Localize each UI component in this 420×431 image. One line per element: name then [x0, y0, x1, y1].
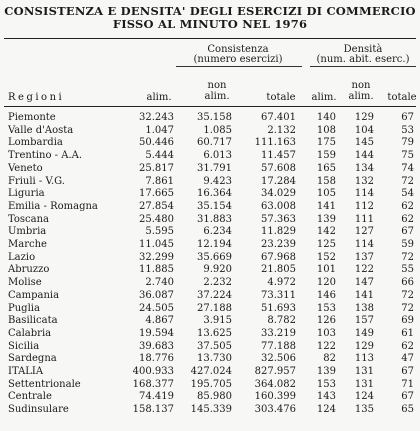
- densita-alim: 165: [316, 162, 336, 174]
- region-name: Campania: [8, 289, 60, 301]
- region-name: Lombardia: [8, 137, 63, 149]
- densita-totale: 69: [401, 315, 414, 327]
- region-name: Umbria: [8, 226, 47, 238]
- totale-count: 34.029: [261, 188, 296, 200]
- region-name: Calabria: [8, 327, 52, 339]
- densita-non-alim: 131: [354, 366, 374, 377]
- densita-non-alim: 149: [354, 327, 374, 339]
- non-alim-count: 35.154: [197, 200, 232, 212]
- densita-totale: 67: [401, 112, 414, 123]
- totale-count: 51.693: [261, 302, 296, 314]
- alim-count: 5.595: [145, 226, 174, 238]
- non-alim-count: 6.013: [203, 150, 232, 162]
- alim-count: 19.594: [139, 327, 174, 339]
- alim-count: 32.299: [139, 251, 174, 263]
- densita-totale: 62: [401, 213, 414, 225]
- non-alim-count: 85.980: [197, 391, 232, 403]
- totale-count: 8.782: [267, 315, 296, 327]
- region-name: Friuli - V.G.: [8, 175, 65, 187]
- table-row: [0, 112, 420, 123]
- alim-header: alim.: [146, 92, 172, 103]
- region-name: Settentrionale: [8, 378, 81, 390]
- densita-totale: 62: [401, 200, 414, 212]
- non-alim-count: 6.234: [203, 226, 232, 238]
- densita-alim: 122: [316, 340, 336, 352]
- alim-count: 39.683: [139, 340, 174, 352]
- table-row: [0, 328, 420, 339]
- non-alim-count: 13.625: [197, 327, 232, 339]
- region-name: Sudinsulare: [8, 404, 69, 416]
- table-title-line2: FISSO AL MINUTO NEL 1976: [112, 17, 308, 31]
- densita-non-alim: 141: [354, 289, 374, 301]
- totale-count: 73.311: [261, 289, 296, 301]
- table-row: [0, 150, 420, 161]
- totale-count: 17.284: [261, 175, 296, 187]
- totale-count: 364.082: [254, 378, 296, 390]
- densita-totale: 74: [401, 162, 414, 174]
- densita-non-alim: 112: [354, 200, 374, 212]
- densita-alim: 103: [316, 327, 336, 339]
- totale-count: 4.972: [267, 277, 296, 289]
- region-name: Molise: [8, 277, 42, 289]
- densita-non-alim: 127: [354, 226, 374, 238]
- consistenza-header: Consistenza: [207, 44, 269, 55]
- non-alim-count: 2.232: [203, 277, 232, 289]
- densita-alim: 120: [316, 277, 336, 289]
- non-alim-header-line1: non: [207, 80, 227, 91]
- densita-non-alim: 147: [354, 277, 374, 289]
- table-row: [0, 366, 420, 377]
- alim-count: 1.047: [145, 124, 174, 136]
- densita-totale: 71: [401, 378, 414, 390]
- table-row: [0, 214, 420, 225]
- densita-non-alim: 111: [354, 213, 374, 225]
- densita-non-alim: 157: [354, 315, 374, 327]
- table-title-line1: CONSISTENZA E DENSITA' DEGLI ESERCIZI DI COMMERCIO: [4, 4, 416, 18]
- table-row: [0, 125, 420, 136]
- totale-count: 11.829: [261, 226, 296, 238]
- alim-count: 4.867: [145, 315, 174, 327]
- table-row: [0, 315, 420, 326]
- totale-count: 57.608: [261, 162, 296, 174]
- densita-alim: 125: [316, 239, 336, 250]
- totale-count: 827.957: [254, 366, 296, 377]
- densita-non-alim: 145: [354, 137, 374, 149]
- non-alim-count: 37.224: [197, 289, 232, 301]
- densita-totale: 53: [401, 124, 414, 136]
- densita-non-alim: 132: [354, 175, 374, 187]
- densita-alim: 139: [316, 213, 336, 225]
- totale-count: 111.163: [254, 137, 296, 149]
- densita-alim-header: alim.: [311, 92, 337, 103]
- table-row: [0, 226, 420, 237]
- densita-alim: 158: [316, 175, 336, 187]
- totale-count: 67.968: [261, 251, 296, 263]
- table-row: [0, 201, 420, 212]
- alim-count: 2.740: [145, 277, 174, 289]
- regioni-header: Regioni: [8, 92, 65, 103]
- non-alim-count: 9.920: [203, 264, 232, 276]
- densita-totale: 67: [401, 366, 414, 377]
- non-alim-count: 145.339: [190, 404, 232, 416]
- region-name: Sicilia: [8, 340, 40, 352]
- region-name: Abruzzo: [8, 264, 50, 276]
- non-alim-count: 13.730: [197, 353, 232, 365]
- top-rule: [4, 38, 416, 39]
- densita-totale: 65: [401, 404, 414, 416]
- densita-alim: 152: [316, 251, 336, 263]
- densita-alim: 153: [316, 378, 336, 390]
- densita-non-alim: 122: [354, 264, 374, 276]
- consistenza-subheader: (numero esercizi): [193, 54, 283, 65]
- densita-totale: 54: [401, 188, 414, 200]
- densita-non-alim: 114: [354, 239, 374, 250]
- densita-alim: 175: [316, 137, 336, 149]
- alim-count: 25.480: [139, 213, 174, 225]
- alim-count: 74.419: [139, 391, 174, 403]
- densita-non-alim: 129: [354, 340, 374, 352]
- non-alim-count: 31.883: [197, 213, 232, 225]
- totale-count: 303.476: [254, 404, 296, 416]
- table-row: [0, 379, 420, 390]
- densita-header: Densità: [343, 44, 383, 55]
- region-name: Veneto: [8, 162, 43, 174]
- densita-alim: 159: [316, 150, 336, 162]
- non-alim-count: 37.505: [197, 340, 232, 352]
- totale-count: 23.239: [261, 239, 296, 250]
- densita-totale: 47: [401, 353, 414, 365]
- densita-non-alim: 104: [354, 124, 374, 136]
- table-row: [0, 290, 420, 301]
- region-name: Piemonte: [8, 112, 56, 123]
- alim-count: 11.885: [139, 264, 174, 276]
- densita-non-alim: 138: [354, 302, 374, 314]
- table-row: [0, 137, 420, 148]
- alim-count: 27.854: [139, 200, 174, 212]
- non-alim-count: 35.669: [197, 251, 232, 263]
- region-name: Valle d'Aosta: [8, 124, 74, 136]
- densita-alim: 143: [316, 391, 336, 403]
- table-row: [0, 404, 420, 415]
- densita-non-alim: 137: [354, 251, 374, 263]
- densita-non-alim: 129: [354, 112, 374, 123]
- densita-non-alim: 124: [354, 391, 374, 403]
- region-name: Puglia: [8, 302, 40, 314]
- region-name: Emilia - Romagna: [8, 200, 98, 212]
- densita-non-alim: 134: [354, 162, 374, 174]
- densita-non-alim-header-line2: alim.: [348, 91, 374, 102]
- non-alim-count: 35.158: [197, 112, 232, 123]
- densita-non-alim: 144: [354, 150, 374, 162]
- non-alim-count: 60.717: [197, 137, 232, 149]
- header-bottom-rule: [4, 106, 416, 107]
- region-name: Centrale: [8, 391, 52, 403]
- densita-alim: 105: [316, 188, 336, 200]
- densita-alim: 82: [323, 353, 336, 365]
- non-alim-count: 3.915: [203, 315, 232, 327]
- densita-totale: 67: [401, 226, 414, 238]
- densita-totale: 66: [401, 277, 414, 289]
- region-name: Lazio: [8, 251, 36, 263]
- densita-alim: 142: [316, 226, 336, 238]
- alim-count: 32.243: [139, 112, 174, 123]
- densita-alim: 141: [316, 200, 336, 212]
- alim-count: 7.861: [145, 175, 174, 187]
- alim-count: 11.045: [139, 239, 174, 250]
- non-alim-count: 16.364: [197, 188, 232, 200]
- densita-totale: 62: [401, 340, 414, 352]
- region-name: Marche: [8, 239, 47, 250]
- table-row: [0, 264, 420, 275]
- alim-count: 5.444: [145, 150, 174, 162]
- table-row: [0, 163, 420, 174]
- totale-count: 33.219: [261, 327, 296, 339]
- region-name: Sardegna: [8, 353, 57, 365]
- densita-totale: 72: [401, 302, 414, 314]
- table-row: [0, 239, 420, 250]
- densita-alim: 146: [316, 289, 336, 301]
- densita-alim: 124: [316, 404, 336, 416]
- densita-totale: 67: [401, 391, 414, 403]
- totale-count: 63.008: [261, 200, 296, 212]
- densita-non-alim: 135: [354, 404, 374, 416]
- table-row: [0, 188, 420, 199]
- non-alim-count: 1.085: [203, 124, 232, 136]
- non-alim-count: 27.188: [197, 302, 232, 314]
- totale-count: 57.363: [261, 213, 296, 225]
- densita-alim: 140: [316, 112, 336, 123]
- region-name: ITALIA: [8, 366, 44, 377]
- totale-count: 67.401: [261, 112, 296, 123]
- densita-alim: 153: [316, 302, 336, 314]
- alim-count: 158.137: [132, 404, 174, 416]
- densita-totale: 72: [401, 175, 414, 187]
- alim-count: 18.776: [139, 353, 174, 365]
- consistenza-rule: [176, 66, 302, 67]
- region-name: Basilicata: [8, 315, 58, 327]
- densita-totale: 75: [401, 150, 414, 162]
- region-name: Toscana: [8, 213, 50, 225]
- densita-totale: 72: [401, 251, 414, 263]
- region-name: Trentino - A.A.: [8, 150, 83, 162]
- table-row: [0, 341, 420, 352]
- table-row: [0, 391, 420, 402]
- region-name: Liguria: [8, 188, 45, 200]
- densita-alim: 126: [316, 315, 336, 327]
- alim-count: 25.817: [139, 162, 174, 174]
- totale-count: 21.805: [261, 264, 296, 276]
- alim-count: 400.933: [132, 366, 174, 377]
- alim-count: 36.087: [139, 289, 174, 301]
- densita-alim: 101: [316, 264, 336, 276]
- table-row: [0, 353, 420, 364]
- densita-alim: 108: [316, 124, 336, 136]
- densita-non-alim: 114: [354, 188, 374, 200]
- totale-count: 11.457: [261, 150, 296, 162]
- table-row: [0, 252, 420, 263]
- densita-non-alim: 131: [354, 378, 374, 390]
- non-alim-count: 12.194: [197, 239, 232, 250]
- alim-count: 17.665: [139, 188, 174, 200]
- densita-totale: 61: [401, 327, 414, 339]
- densita-rule: [310, 66, 416, 67]
- densita-non-alim: 113: [354, 353, 374, 365]
- densita-non-alim-header-line1: non: [351, 80, 371, 91]
- densita-subheader: (num. abit. eserc.): [316, 54, 410, 65]
- totale-count: 32.506: [261, 353, 296, 365]
- densita-totale: 79: [401, 137, 414, 149]
- densita-totale: 55: [401, 264, 414, 276]
- densita-totale: 59: [401, 239, 414, 250]
- densita-totale: 72: [401, 289, 414, 301]
- totale-count: 2.132: [267, 124, 296, 136]
- non-alim-count: 31.791: [197, 162, 232, 174]
- non-alim-count: 195.705: [190, 378, 232, 390]
- totale-count: 77.188: [261, 340, 296, 352]
- non-alim-header-line2: alim.: [204, 91, 230, 102]
- alim-count: 50.446: [139, 137, 174, 149]
- alim-count: 24.505: [139, 302, 174, 314]
- table-row: [0, 303, 420, 314]
- totale-header: totale: [266, 92, 296, 103]
- totale-count: 160.399: [254, 391, 296, 403]
- table-row: [0, 176, 420, 187]
- alim-count: 168.377: [132, 378, 174, 390]
- non-alim-count: 427.024: [190, 366, 232, 377]
- densita-alim: 139: [316, 366, 336, 377]
- table-row: [0, 277, 420, 288]
- densita-totale-header: totale: [387, 92, 417, 103]
- non-alim-count: 9.423: [203, 175, 232, 187]
